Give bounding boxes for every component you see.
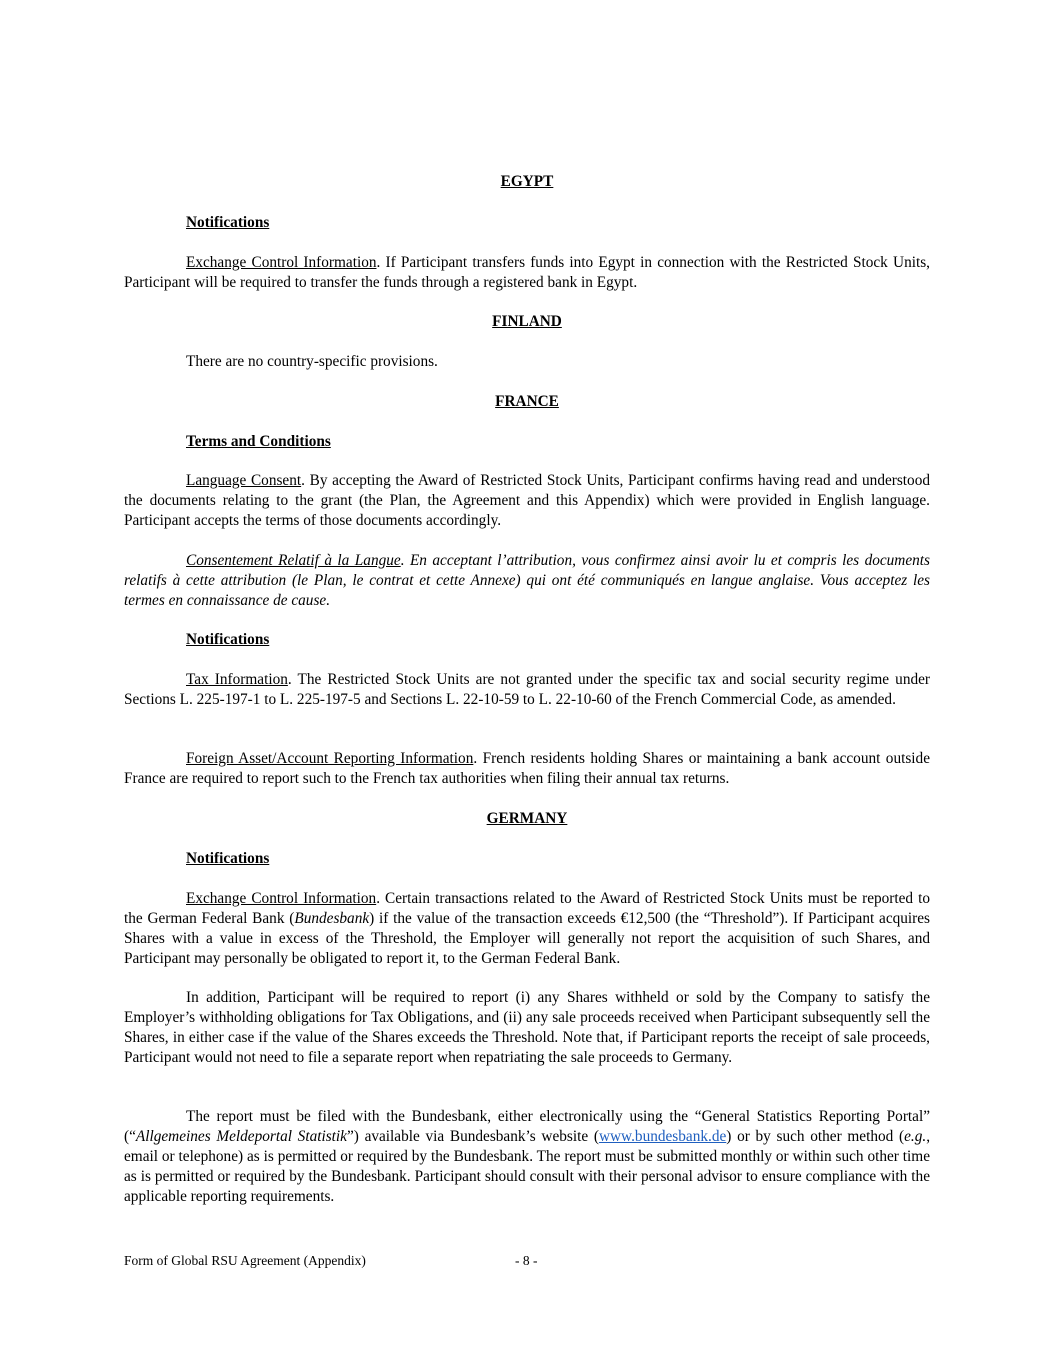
germany-report-text-3: ) or by such other method ( [726,1127,905,1145]
footer-document-title: Form of Global RSU Agreement (Appendix) [124,1253,366,1268]
france-notifications-heading: Notifications [186,631,270,648]
germany-report-text-2: ”) available via Bundesbank’s website ( [346,1127,599,1145]
germany-exchange-italic: Bundesbank [294,909,370,927]
france-language-paragraph [124,471,930,531]
egypt-heading: EGYPT [500,173,554,190]
france-consent-text: . En acceptant l’attribution, vous confirmez ainsi avoir lu et compris les documents relatifs à cette attribution (le Plan, le contrat et cette Annexe) qui ont été communiqués en langue anglaise. Vous acceptez les termes en connaissance de cause. [124,552,930,609]
germany-report-text-1: The report must be filed with the Bundesbank, either electronically using the “General Statistics Reporting Portal” (“ [124,1108,930,1145]
france-terms-heading: Terms and Conditions [186,433,331,450]
germany-report-text-4: , email or telephone) as is permitted or required by the Bundesbank. The report must be submitted monthly or within such other time as is permitted or required by the Bundesbank. Participant should consult with their personal advisor to ensure compliance with the applicable reporting requirements. [124,1127,931,1205]
france-foreign-text: . French residents holding Shares or maintaining a bank account outside France are required to report such to the French tax authorities when filing their annual tax returns. [124,750,930,787]
germany-report-italic: Allgemeines Meldeportal Statistik [135,1127,347,1145]
france-tax-text: . The Restricted Stock Units are not granted under the specific tax and social security regime under Sections L. 225-197-1 to L. 225-197-5 and Sections L. 22-10-59 to L. 22-10-60 of the French Commercial Code, as amended. [124,671,930,708]
france-foreign-title: Foreign Asset/Account Reporting Information [186,750,474,767]
germany-exchange-text-1: . Certain transactions related to the Award of Restricted Stock Units must be reported to the German Federal Bank ( [124,890,930,927]
france-heading: FRANCE [495,393,559,410]
france-language-text: . By accepting the Award of Restricted Stock Units, Participant confirms having read and understood the documents relating to the grant (the Plan, the Agreement and this Appendix) which were provided in English language. Participant accepts the terms of those documents accordingly. [124,472,930,529]
germany-exchange-text-2: ) if the value of the transaction exceeds €12,500 (the “Threshold”). If Participant acquires Shares with a value in excess of the Threshold, the Employer will generally not report the acquisition of such Shares, and Participant may personally be obligated to report it, to the German Federal Bank. [124,909,930,967]
germany-notifications-heading: Notifications [186,850,270,867]
germany-heading: GERMANY [486,810,568,827]
egypt-notifications-heading: Notifications [186,214,270,231]
france-foreign-paragraph [124,749,930,789]
footer-page-number: - 8 - [515,1253,538,1268]
egypt-exchange-title: Exchange Control Information [186,254,377,271]
germany-exchange-paragraph [124,889,930,969]
finland-text: There are no country-specific provisions. [186,353,438,370]
france-tax-paragraph [124,670,930,710]
france-consent-title: Consentement Relatif à la Langue [186,552,401,569]
finland-heading: FINLAND [492,313,562,330]
egypt-exchange-paragraph [124,253,930,293]
germany-exchange-title: Exchange Control Information [186,890,377,907]
bundesbank-link[interactable]: www.bundesbank.de [598,1127,727,1145]
france-tax-title: Tax Information [186,671,288,688]
egypt-exchange-text: . If Participant transfers funds into Egypt in connection with the Restricted Stock Units, Participant will be required to transfer the funds through a registered bank in Egypt. [124,254,930,291]
france-consent-paragraph [124,551,930,611]
germany-report-eg: e.g. [904,1127,927,1145]
germany-report-paragraph [124,1107,930,1207]
france-language-title: Language Consent [186,472,302,489]
germany-addition-paragraph: In addition, Participant will be required to report (i) any Shares withheld or sold by the Company to satisfy the Employer’s withholding obligations for Tax Obligations, and (ii) any sale proceeds received when Participant subsequently sell the Shares, in either case if the value of the Shares exceeds the Threshold. Note that, if Participant reports the receipt of sale proceeds, Participant would not need to file a separate report when repatriating the sale proceeds to Germany. [124,989,930,1066]
